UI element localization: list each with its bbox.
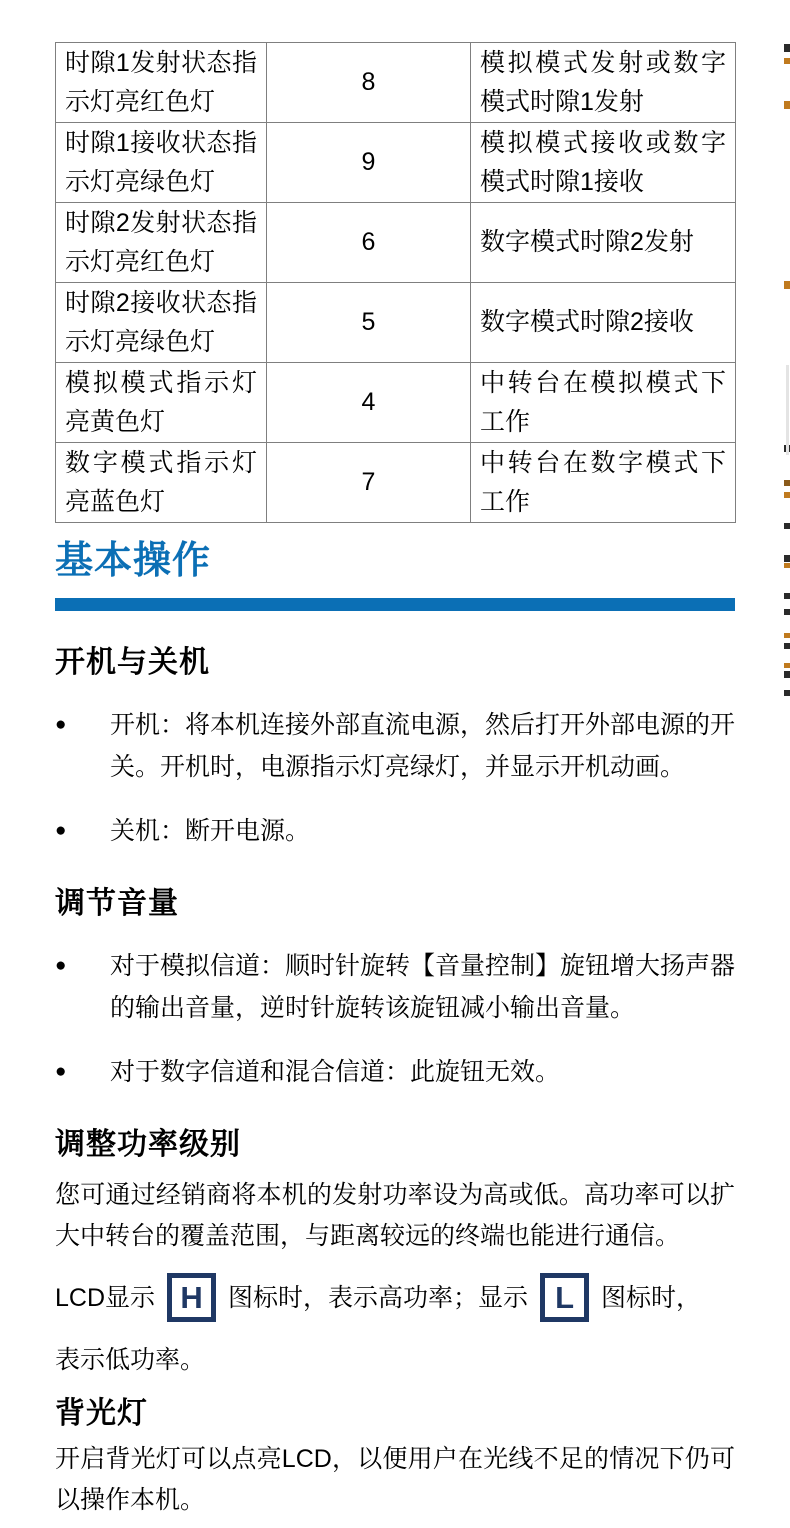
section-title-rule [55,598,735,611]
table-row [56,283,736,363]
edge-fragment [784,609,790,615]
page-content [55,0,735,1521]
lcd-power-line [55,1273,735,1322]
list-item [55,945,735,1029]
edge-fragment [784,44,790,52]
indicator-cell: 数字模式指示灯亮蓝色灯 [56,443,267,523]
bullet-text: 关机：断开电源。 [110,817,311,845]
edge-fragment [784,671,790,678]
indicator-cell: 时隙2发射状态指示灯亮红色灯 [56,203,267,283]
bullet-icon: ● [55,714,67,735]
edge-fragment [784,663,790,668]
heading-power-level: 调整功率级别 [55,1128,241,1161]
section-title: 基本操作 [55,540,212,582]
edge-fragment [784,593,790,599]
edge-fragment [784,523,790,529]
table-row [56,443,736,523]
number-cell: 9 [267,123,471,203]
heading-power-on-off: 开机与关机 [55,646,210,679]
edge-fragment [784,643,790,649]
backlight-paragraph: 开启背光灯可以点亮LCD，以便用户在光线不足的情况下仍可以操作本机。 [55,1445,735,1514]
high-power-icon [167,1273,216,1322]
indicator-cell: 时隙2接收状态指示灯亮绿色灯 [56,283,267,363]
bullet-icon: ● [55,820,67,841]
power-level-paragraph: 您可通过经销商将本机的发射功率设为高或低。高功率可以扩大中转台的覆盖范围，与距离较远的终端也能进行通信。 [55,1181,735,1250]
list-item [55,810,735,852]
meaning-cell: 中转台在模拟模式下工作 [471,363,736,443]
edge-fragment [784,58,790,64]
number-cell: 5 [267,283,471,363]
indicator-table [55,42,736,523]
lcd-text-suffix: 图标时， [601,1283,702,1312]
lcd-text-middle: 图标时，表示高功率；显示 [228,1283,529,1312]
indicator-cell: 模拟模式指示灯亮黄色灯 [56,363,267,443]
bullet-icon: ● [55,955,67,976]
number-cell: 4 [267,363,471,443]
edge-fragment [784,633,790,638]
lcd-power-line2: 表示低功率。 [55,1346,206,1374]
table-row [56,363,736,443]
indicator-cell: 时隙1发射状态指示灯亮红色灯 [56,43,267,123]
number-cell: 7 [267,443,471,523]
list-item [55,1051,735,1093]
table-row [56,43,736,123]
edge-fragment [784,555,790,562]
heading-backlight: 背光灯 [55,1397,148,1430]
edge-fragment [784,492,790,498]
bullet-text: 开机：将本机连接外部直流电源，然后打开外部电源的开关。开机时，电源指示灯亮绿灯，并显示开机动画。 [110,711,736,781]
meaning-cell: 模拟模式发射或数字模式时隙1发射 [471,43,736,123]
indicator-cell: 时隙1接收状态指示灯亮绿色灯 [56,123,267,203]
meaning-cell: 中转台在数字模式下工作 [471,443,736,523]
edge-fragment [784,281,790,289]
number-cell: 6 [267,203,471,283]
meaning-cell: 数字模式时隙2发射 [471,203,736,283]
edge-fragment [784,480,790,486]
high-power-letter: H [180,1280,203,1315]
list-item [55,704,735,788]
lcd-text-prefix: LCD显示 [55,1283,156,1312]
low-power-letter: L [555,1280,574,1315]
bullet-icon: ● [55,1061,67,1082]
table-row [56,123,736,203]
meaning-cell: 模拟模式接收或数字模式时隙1接收 [471,123,736,203]
edge-fragment [784,690,790,696]
edge-fragment [784,563,790,568]
page-edge-strip [786,365,789,455]
bullet-text: 对于模拟信道：顺时针旋转【音量控制】旋钮增大扬声器的输出音量，逆时针旋转该旋钮减小输出音量。 [110,952,736,1022]
number-cell: 8 [267,43,471,123]
meaning-cell: 数字模式时隙2接收 [471,283,736,363]
low-power-icon [540,1273,589,1322]
table-row [56,203,736,283]
edge-fragment [784,101,790,109]
heading-volume: 调节音量 [55,887,179,920]
bullet-text: 对于数字信道和混合信道：此旋钮无效。 [110,1058,561,1086]
